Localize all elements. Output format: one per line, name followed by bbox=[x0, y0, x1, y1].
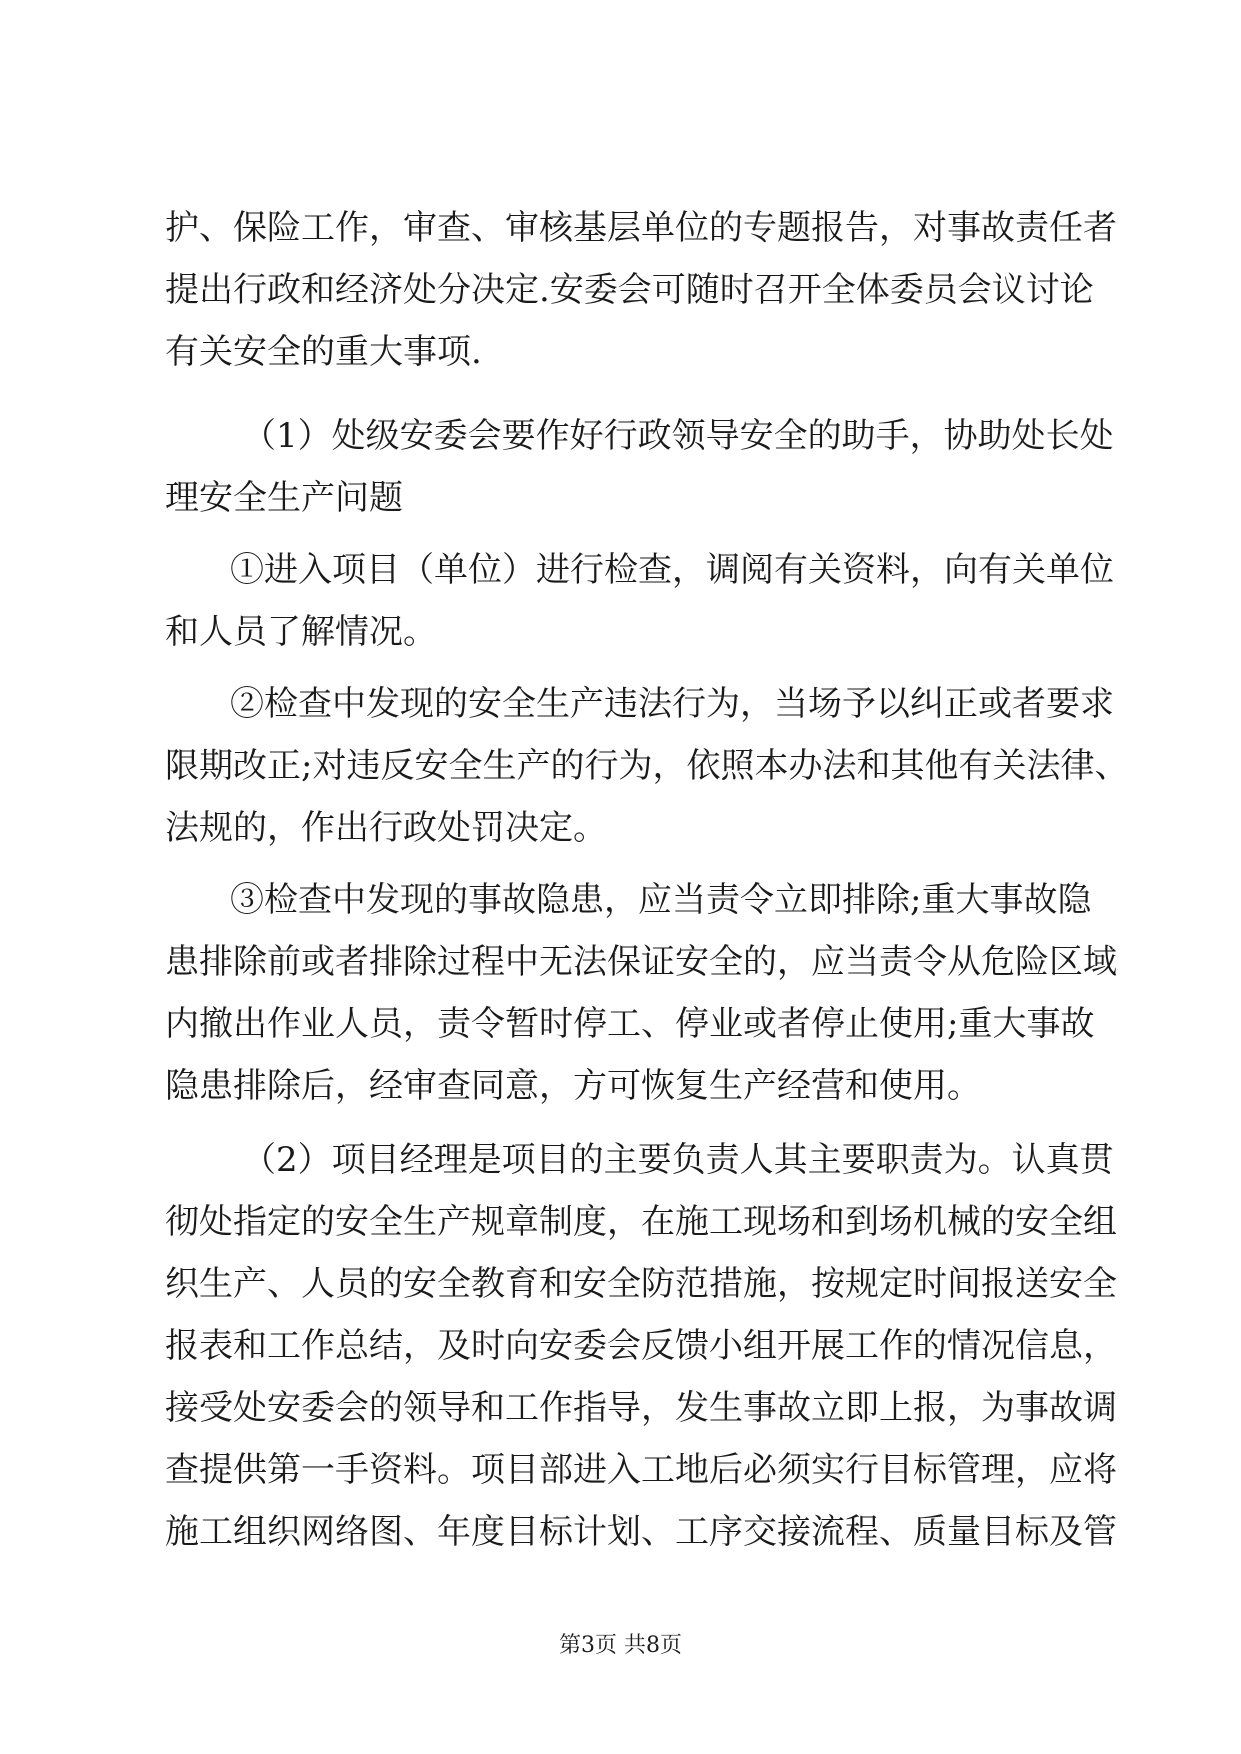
text-line: 和人员了解情况。 bbox=[165, 612, 437, 652]
paragraph-1-line-3 bbox=[0, 332, 1241, 402]
paragraph-6-line-3 bbox=[0, 1264, 1241, 1334]
text-line: 有关安全的重大事项. bbox=[165, 332, 482, 372]
paragraph-4-line-2 bbox=[0, 746, 1241, 816]
paragraph-6-line-6 bbox=[0, 1450, 1241, 1520]
paragraph-5-line-4 bbox=[0, 1066, 1241, 1136]
paragraph-6-line-5 bbox=[0, 1388, 1241, 1458]
text-line: 彻处指定的安全生产规章制度，在施工现场和到场机械的安全组 bbox=[165, 1202, 1117, 1242]
paragraph-6-line-4 bbox=[0, 1326, 1241, 1396]
text-line: （1）处级安委会要作好行政领导安全的助手，协助处长处 bbox=[242, 416, 1114, 456]
text-line: 隐患排除后，经审查同意，方可恢复生产经营和使用。 bbox=[165, 1066, 981, 1106]
text-line: ②检查中发现的安全生产违法行为，当场予以纠正或者要求 bbox=[230, 684, 1114, 724]
paragraph-2-line-1 bbox=[0, 416, 1241, 486]
paragraph-4-line-1 bbox=[0, 684, 1241, 754]
paragraph-3-line-2 bbox=[0, 612, 1241, 682]
paragraph-1-line-2 bbox=[0, 270, 1241, 340]
text-line: 施工组织网络图、年度目标计划、工序交接流程、质量目标及管 bbox=[165, 1512, 1117, 1552]
text-line: 理安全生产问题 bbox=[165, 478, 403, 518]
text-line: 内撤出作业人员，责令暂时停工、停业或者停止使用;重大事故 bbox=[165, 1004, 1095, 1044]
text-line: 限期改正;对违反安全生产的行为，依照本办法和其他有关法律、 bbox=[165, 746, 1129, 786]
paragraph-6-line-2 bbox=[0, 1202, 1241, 1272]
text-line: 织生产、人员的安全教育和安全防范措施，按规定时间报送安全 bbox=[165, 1264, 1117, 1304]
text-line: （2）项目经理是项目的主要负责人其主要职责为。认真贯 bbox=[242, 1140, 1114, 1180]
paragraph-3-line-1 bbox=[0, 550, 1241, 620]
text-line: 法规的，作出行政处罚决定。 bbox=[165, 808, 607, 848]
text-line: ①进入项目（单位）进行检查，调阅有关资料，向有关单位 bbox=[230, 550, 1114, 590]
paragraph-5-line-2 bbox=[0, 942, 1241, 1012]
text-line: 报表和工作总结，及时向安委会反馈小组开展工作的情况信息， bbox=[165, 1326, 1117, 1366]
text-line: 护、保险工作，审查、审核基层单位的专题报告，对事故责任者 bbox=[165, 208, 1117, 248]
paragraph-5-line-1 bbox=[0, 880, 1241, 950]
text-line: 患排除前或者排除过程中无法保证安全的，应当责令从危险区域 bbox=[165, 942, 1117, 982]
paragraph-4-line-3 bbox=[0, 808, 1241, 878]
paragraph-5-line-3 bbox=[0, 1004, 1241, 1074]
text-line: ③检查中发现的事故隐患，应当责令立即排除;重大事故隐 bbox=[230, 880, 1092, 920]
paragraph-1-line-1 bbox=[0, 208, 1241, 278]
paragraph-6-line-1 bbox=[0, 1140, 1241, 1210]
text-line: 提出行政和经济处分决定.安委会可随时召开全体委员会议讨论 bbox=[165, 270, 1094, 310]
page-number-footer: 第3页 共8页 bbox=[559, 1633, 682, 1658]
text-line: 接受处安委会的领导和工作指导，发生事故立即上报，为事故调 bbox=[165, 1388, 1117, 1428]
paragraph-2-line-2 bbox=[0, 478, 1241, 548]
text-line: 查提供第一手资料。项目部进入工地后必须实行目标管理，应将 bbox=[165, 1450, 1117, 1490]
paragraph-6-line-7 bbox=[0, 1512, 1241, 1582]
